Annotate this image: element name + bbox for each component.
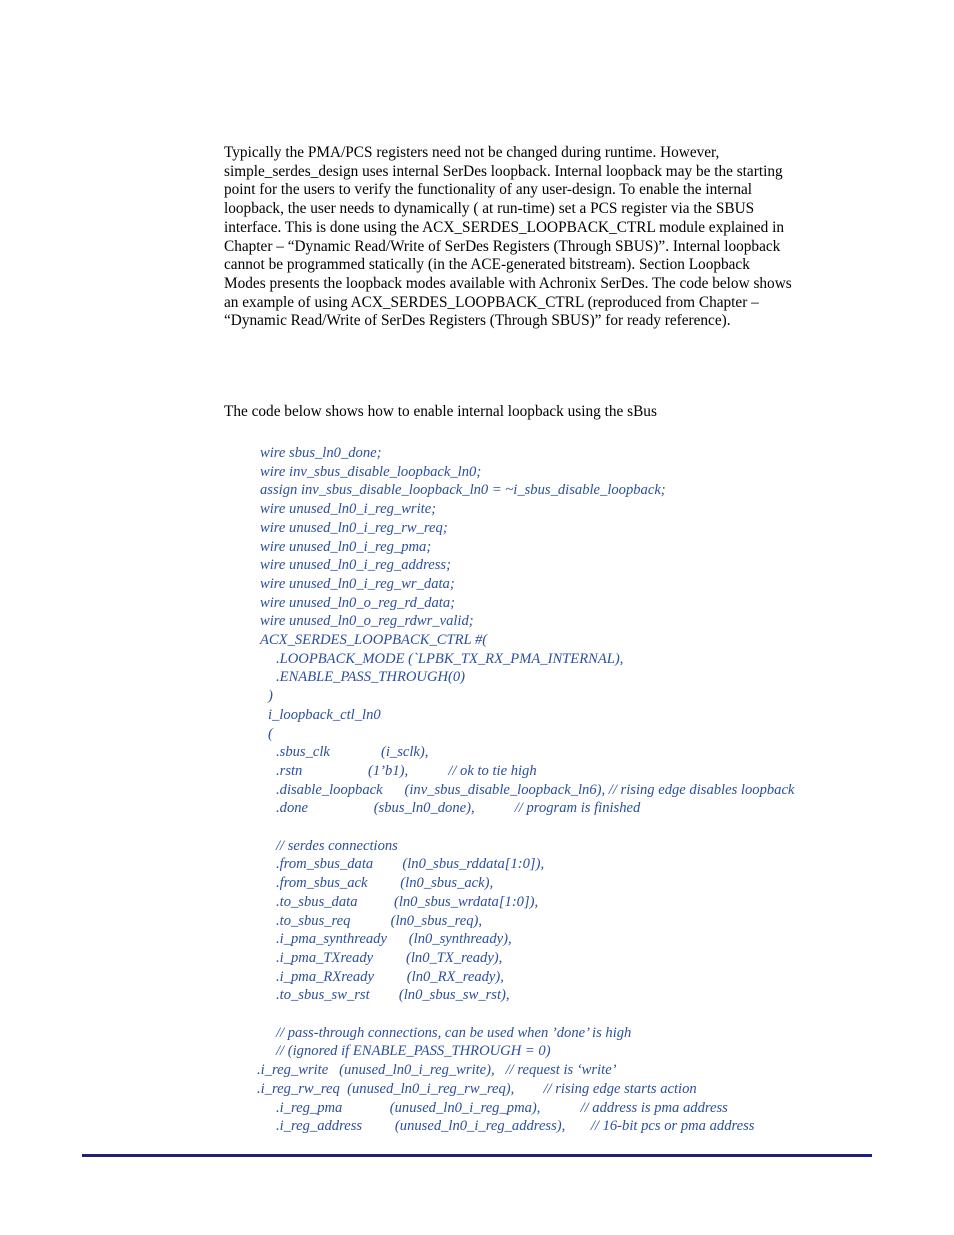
code-line: wire unused_ln0_i_reg_wr_data; [260,575,455,592]
code-line: .i_pma_TXready (ln0_TX_ready), [276,949,503,966]
code-line: wire unused_ln0_i_reg_write; [260,501,437,518]
paragraph-line: an example of using ACX_SERDES_LOOPBACK_CTRL (reproduced from Chapter – [224,293,759,311]
paragraph-line: simple_serdes_design uses internal SerDes loopback. Internal loopback may be the starting [224,162,783,180]
code-line: .i_reg_pma (unused_ln0_i_reg_pma), // address is pma address [276,1099,728,1116]
paragraph-line: Modes presents the loopback modes available with Achronix SerDes. The code below shows [224,274,792,292]
code-line: .i_reg_write (unused_ln0_i_reg_write), // request is ‘write’ [257,1062,617,1079]
code-line: ( [268,725,273,742]
code-line: .i_reg_address (unused_ln0_i_reg_address), // 16-bit pcs or pma address [276,1118,755,1135]
code-line: .i_pma_synthready (ln0_synthready), [276,931,512,948]
code-line: .done (sbus_ln0_done), // program is finished [276,800,641,817]
code-line: .to_sbus_sw_rst (ln0_sbus_sw_rst), [276,987,510,1004]
code-intro-text: The code below shows how to enable internal loopback using the sBus [224,403,657,420]
code-line: wire inv_sbus_disable_loopback_ln0; [260,463,482,480]
code-line: .to_sbus_data (ln0_sbus_wrdata[1:0]), [276,893,539,910]
code-line: .ENABLE_PASS_THROUGH(0) [276,669,466,686]
code-line: wire sbus_ln0_done; [260,445,382,461]
code-line: wire unused_ln0_i_reg_pma; [260,538,432,555]
paragraph-line: “Dynamic Read/Write of SerDes Registers (Through SBUS)” for ready reference). [224,312,731,330]
body-paragraph [224,144,864,331]
paragraph-line: Typically the PMA/PCS registers need not be changed during runtime. However, [224,144,720,161]
code-line: .i_pma_RXready (ln0_RX_ready), [276,968,504,985]
paragraph-line: point for the users to verify the functionality of any user-design. To enable the internal [224,181,753,199]
code-line: .from_sbus_ack (ln0_sbus_ack), [276,875,494,892]
code-line: i_loopback_ctl_ln0 [268,706,381,723]
paragraph-line: loopback, the user needs to dynamically ( at run-time) set a PCS register via the SBUS [224,200,755,218]
code-line: .from_sbus_data (ln0_sbus_rddata[1:0]), [276,856,545,873]
paragraph-line: Chapter – “Dynamic Read/Write of SerDes Registers (Through SBUS)”. Internal loopback [224,237,781,255]
code-line: .disable_loopback (inv_sbus_disable_loopback_ln6), // rising edge disables loopback [276,781,795,798]
code-line: // pass-through connections, can be used when ’done’ is high [276,1024,632,1041]
code-line: ACX_SERDES_LOOPBACK_CTRL #( [260,632,488,648]
code-line: .sbus_clk (i_sclk), [276,744,429,761]
code-line: wire unused_ln0_i_reg_rw_req; [260,519,448,536]
code-line: wire unused_ln0_o_reg_rd_data; [260,594,455,611]
code-line: wire unused_ln0_o_reg_rdwr_valid; [260,613,474,630]
code-line: .to_sbus_req (ln0_sbus_req), [276,912,483,929]
code-line: assign inv_sbus_disable_loopback_ln0 = ~i_sbus_disable_loopback; [260,482,666,499]
paragraph-line: cannot be programmed statically (in the ACE-generated bitstream). Section Loopback [224,256,750,274]
footer-rule [82,1154,872,1157]
code-line: ) [268,688,273,705]
code-line: .LOOPBACK_MODE (`LPBK_TX_RX_PMA_INTERNAL), [276,650,624,667]
code-line: // (ignored if ENABLE_PASS_THROUGH = 0) [276,1043,551,1060]
code-line: .rstn (1’b1), // ok to tie high [276,762,537,779]
code-line: // serdes connections [276,837,398,854]
code-line: .i_reg_rw_req (unused_ln0_i_reg_rw_req), // rising edge starts action [257,1080,697,1097]
code-line: wire unused_ln0_i_reg_address; [260,557,451,574]
paragraph-line: interface. This is done using the ACX_SERDES_LOOPBACK_CTRL module explained in [224,218,784,236]
